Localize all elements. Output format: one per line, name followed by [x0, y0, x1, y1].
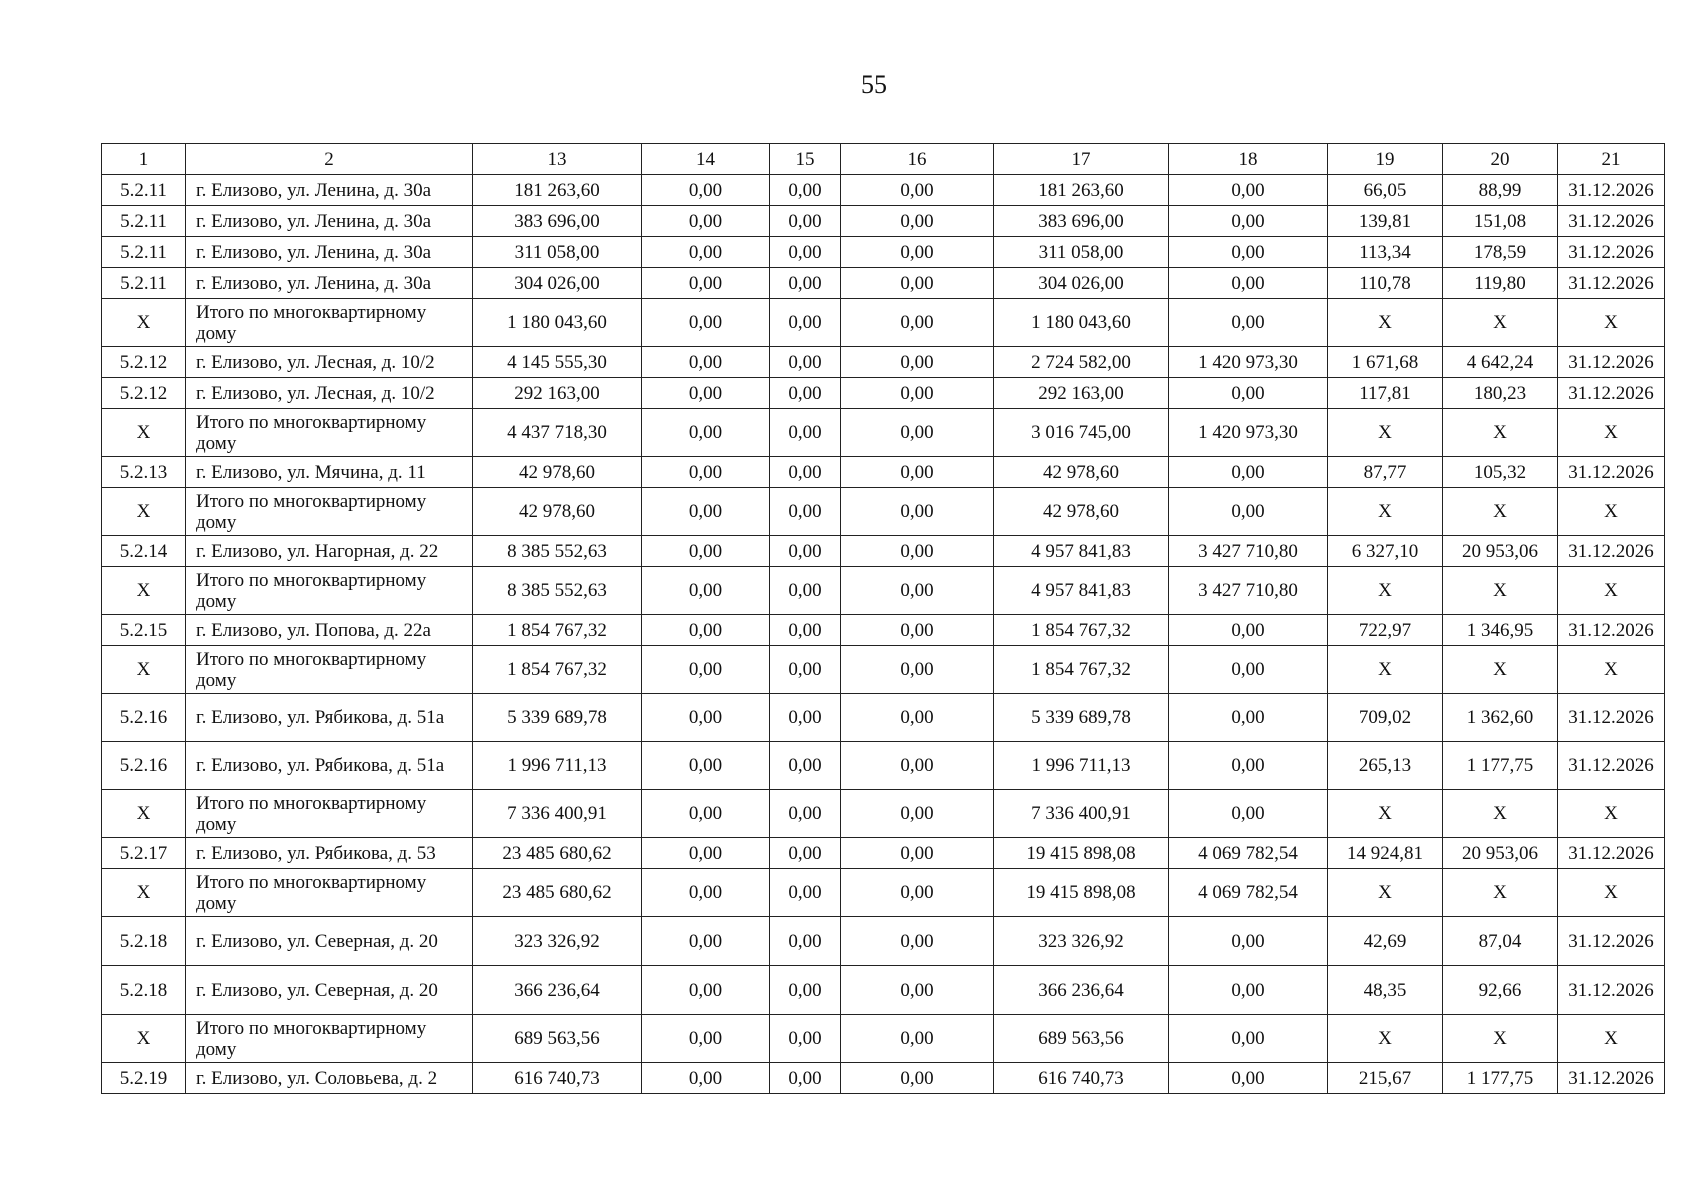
- table-cell: г. Елизово, ул. Попова, д. 22а: [186, 615, 473, 646]
- table-cell: 311 058,00: [994, 237, 1169, 268]
- table-cell: Х: [1443, 488, 1558, 536]
- table-cell: 0,00: [841, 268, 994, 299]
- table-cell: 0,00: [841, 567, 994, 615]
- table-cell: 1 854 767,32: [994, 615, 1169, 646]
- table-cell: Х: [1328, 790, 1443, 838]
- table-cell: 0,00: [642, 457, 770, 488]
- table-cell: 0,00: [770, 917, 841, 966]
- table-cell: 1 420 973,30: [1169, 409, 1328, 457]
- column-header: 2: [186, 144, 473, 175]
- table-row: [102, 206, 1665, 237]
- table-row: [102, 299, 1665, 347]
- table-cell: 304 026,00: [473, 268, 642, 299]
- table-cell: 0,00: [642, 694, 770, 742]
- table-cell: 0,00: [1169, 268, 1328, 299]
- table-cell: Х: [102, 646, 186, 694]
- table-cell: г. Елизово, ул. Лесная, д. 10/2: [186, 378, 473, 409]
- table-cell: 178,59: [1443, 237, 1558, 268]
- table-cell: 42,69: [1328, 917, 1443, 966]
- table-cell: 31.12.2026: [1558, 378, 1665, 409]
- table-cell: 1 854 767,32: [994, 646, 1169, 694]
- table-cell: 0,00: [841, 206, 994, 237]
- table-cell: 92,66: [1443, 966, 1558, 1015]
- table-cell: 31.12.2026: [1558, 917, 1665, 966]
- column-header: 21: [1558, 144, 1665, 175]
- table-cell: 88,99: [1443, 175, 1558, 206]
- table-row: [102, 1015, 1665, 1063]
- table-cell: 0,00: [770, 536, 841, 567]
- table-cell: 0,00: [1169, 1063, 1328, 1094]
- table-cell: 0,00: [1169, 646, 1328, 694]
- table-cell: 4 642,24: [1443, 347, 1558, 378]
- column-header: 14: [642, 144, 770, 175]
- column-header: 18: [1169, 144, 1328, 175]
- table-cell: 0,00: [1169, 299, 1328, 347]
- table-cell: 0,00: [642, 378, 770, 409]
- table-cell: 2 724 582,00: [994, 347, 1169, 378]
- table-cell: Итого по многоквартирному дому: [186, 299, 473, 347]
- table-cell: 722,97: [1328, 615, 1443, 646]
- table-cell: 0,00: [770, 838, 841, 869]
- table-cell: 31.12.2026: [1558, 175, 1665, 206]
- table-cell: 1 346,95: [1443, 615, 1558, 646]
- table-cell: 0,00: [770, 694, 841, 742]
- table-cell: 292 163,00: [994, 378, 1169, 409]
- table-cell: 0,00: [1169, 694, 1328, 742]
- table-cell: 323 326,92: [994, 917, 1169, 966]
- table-cell: 0,00: [770, 488, 841, 536]
- table-cell: 4 069 782,54: [1169, 838, 1328, 869]
- table-cell: 0,00: [642, 237, 770, 268]
- table-cell: 5.2.15: [102, 615, 186, 646]
- table-cell: 0,00: [642, 1015, 770, 1063]
- table-cell: 616 740,73: [994, 1063, 1169, 1094]
- table-cell: 5.2.11: [102, 206, 186, 237]
- table-row: [102, 790, 1665, 838]
- table-cell: 616 740,73: [473, 1063, 642, 1094]
- table-cell: Х: [1443, 299, 1558, 347]
- column-header: 16: [841, 144, 994, 175]
- table-cell: 42 978,60: [994, 457, 1169, 488]
- table-cell: 0,00: [642, 268, 770, 299]
- table-cell: 0,00: [770, 347, 841, 378]
- table-cell: Х: [1443, 567, 1558, 615]
- table-cell: 181 263,60: [994, 175, 1169, 206]
- table-cell: г. Елизово, ул. Ленина, д. 30а: [186, 237, 473, 268]
- table-cell: 0,00: [841, 838, 994, 869]
- table-cell: Х: [102, 409, 186, 457]
- table-cell: Х: [1558, 790, 1665, 838]
- table-cell: 0,00: [1169, 175, 1328, 206]
- table-cell: 110,78: [1328, 268, 1443, 299]
- table-cell: 0,00: [841, 742, 994, 790]
- table-cell: 0,00: [841, 1063, 994, 1094]
- table-row: [102, 347, 1665, 378]
- table-cell: 1 177,75: [1443, 1063, 1558, 1094]
- table-cell: 0,00: [841, 299, 994, 347]
- table-cell: 139,81: [1328, 206, 1443, 237]
- table-cell: 0,00: [770, 646, 841, 694]
- table-row: [102, 1063, 1665, 1094]
- table-cell: 0,00: [642, 838, 770, 869]
- table-cell: 42 978,60: [473, 457, 642, 488]
- table-cell: 31.12.2026: [1558, 615, 1665, 646]
- table-cell: 0,00: [770, 966, 841, 1015]
- table-cell: 31.12.2026: [1558, 742, 1665, 790]
- table-header-row: [102, 144, 1665, 175]
- table-cell: 1 671,68: [1328, 347, 1443, 378]
- column-header: 20: [1443, 144, 1558, 175]
- table-cell: 0,00: [1169, 790, 1328, 838]
- table-cell: 87,77: [1328, 457, 1443, 488]
- table-cell: 709,02: [1328, 694, 1443, 742]
- table-cell: Х: [1443, 646, 1558, 694]
- table-cell: 0,00: [841, 869, 994, 917]
- table-cell: 0,00: [770, 268, 841, 299]
- table-cell: 0,00: [1169, 917, 1328, 966]
- table-cell: 5.2.16: [102, 742, 186, 790]
- table-cell: 4 957 841,83: [994, 536, 1169, 567]
- column-header: 17: [994, 144, 1169, 175]
- table-cell: Итого по многоквартирному дому: [186, 567, 473, 615]
- table-row: [102, 237, 1665, 268]
- table-cell: 689 563,56: [473, 1015, 642, 1063]
- table-cell: Х: [102, 790, 186, 838]
- table-cell: 31.12.2026: [1558, 206, 1665, 237]
- table-row: [102, 268, 1665, 299]
- table-cell: 31.12.2026: [1558, 347, 1665, 378]
- table-cell: 5 339 689,78: [473, 694, 642, 742]
- table-cell: 31.12.2026: [1558, 694, 1665, 742]
- table-cell: г. Елизово, ул. Северная, д. 20: [186, 966, 473, 1015]
- table-cell: 366 236,64: [473, 966, 642, 1015]
- table-cell: 0,00: [642, 917, 770, 966]
- table-cell: 5.2.12: [102, 378, 186, 409]
- column-header: 19: [1328, 144, 1443, 175]
- table-cell: 14 924,81: [1328, 838, 1443, 869]
- table-cell: 1 180 043,60: [473, 299, 642, 347]
- table-cell: 31.12.2026: [1558, 536, 1665, 567]
- table-cell: 0,00: [1169, 206, 1328, 237]
- table-cell: 5.2.12: [102, 347, 186, 378]
- table-cell: 0,00: [642, 742, 770, 790]
- table-cell: 7 336 400,91: [994, 790, 1169, 838]
- table-cell: 0,00: [642, 790, 770, 838]
- table-cell: 5.2.17: [102, 838, 186, 869]
- table-cell: г. Елизово, ул. Рябикова, д. 51а: [186, 694, 473, 742]
- table-cell: 0,00: [770, 567, 841, 615]
- table-cell: 0,00: [770, 457, 841, 488]
- table-cell: 5.2.18: [102, 966, 186, 1015]
- table-cell: 0,00: [642, 1063, 770, 1094]
- table-cell: 5.2.16: [102, 694, 186, 742]
- table-cell: 1 854 767,32: [473, 646, 642, 694]
- table-cell: 292 163,00: [473, 378, 642, 409]
- table-cell: Х: [1558, 1015, 1665, 1063]
- table-cell: Итого по многоквартирному дому: [186, 646, 473, 694]
- table-cell: 1 996 711,13: [473, 742, 642, 790]
- table-row: [102, 409, 1665, 457]
- table-cell: 8 385 552,63: [473, 536, 642, 567]
- table-row: [102, 917, 1665, 966]
- table-cell: Х: [1443, 790, 1558, 838]
- table-cell: 0,00: [841, 790, 994, 838]
- table-cell: 0,00: [1169, 615, 1328, 646]
- table-cell: 66,05: [1328, 175, 1443, 206]
- table-row: [102, 567, 1665, 615]
- table-cell: Х: [102, 299, 186, 347]
- table-cell: 366 236,64: [994, 966, 1169, 1015]
- table-cell: Итого по многоквартирному дому: [186, 409, 473, 457]
- table-cell: 180,23: [1443, 378, 1558, 409]
- table-cell: 383 696,00: [473, 206, 642, 237]
- table-cell: 0,00: [1169, 742, 1328, 790]
- table-cell: 0,00: [1169, 237, 1328, 268]
- table-cell: 0,00: [841, 694, 994, 742]
- table-cell: 48,35: [1328, 966, 1443, 1015]
- table-cell: 0,00: [841, 175, 994, 206]
- table-cell: 23 485 680,62: [473, 869, 642, 917]
- table-cell: 383 696,00: [994, 206, 1169, 237]
- table-cell: г. Елизово, ул. Лесная, д. 10/2: [186, 347, 473, 378]
- table-cell: 4 437 718,30: [473, 409, 642, 457]
- page-number: 55: [861, 70, 887, 99]
- table-cell: 0,00: [770, 299, 841, 347]
- table-cell: 0,00: [770, 1063, 841, 1094]
- table-cell: 0,00: [642, 966, 770, 1015]
- table-cell: 265,13: [1328, 742, 1443, 790]
- column-header: 13: [473, 144, 642, 175]
- table-cell: 31.12.2026: [1558, 838, 1665, 869]
- table-cell: 5.2.14: [102, 536, 186, 567]
- table-cell: 0,00: [642, 567, 770, 615]
- table-cell: 4 957 841,83: [994, 567, 1169, 615]
- table-cell: 42 978,60: [994, 488, 1169, 536]
- table-cell: 1 180 043,60: [994, 299, 1169, 347]
- table-cell: 1 177,75: [1443, 742, 1558, 790]
- table-cell: Х: [1443, 409, 1558, 457]
- table-cell: 181 263,60: [473, 175, 642, 206]
- table-cell: Итого по многоквартирному дому: [186, 1015, 473, 1063]
- table-cell: г. Елизово, ул. Рябикова, д. 51а: [186, 742, 473, 790]
- table-cell: г. Елизово, ул. Северная, д. 20: [186, 917, 473, 966]
- table-cell: 5.2.11: [102, 175, 186, 206]
- table-cell: 19 415 898,08: [994, 869, 1169, 917]
- table-row: [102, 694, 1665, 742]
- table-cell: 0,00: [770, 206, 841, 237]
- table-cell: 42 978,60: [473, 488, 642, 536]
- table-cell: 0,00: [1169, 378, 1328, 409]
- table-cell: 1 420 973,30: [1169, 347, 1328, 378]
- table-cell: Итого по многоквартирному дому: [186, 869, 473, 917]
- table-cell: Х: [1443, 1015, 1558, 1063]
- table-cell: Итого по многоквартирному дому: [186, 488, 473, 536]
- table-cell: 105,32: [1443, 457, 1558, 488]
- table-cell: 0,00: [841, 536, 994, 567]
- table-cell: Х: [1443, 869, 1558, 917]
- table-cell: Х: [1328, 299, 1443, 347]
- table-cell: 0,00: [642, 646, 770, 694]
- table-cell: Х: [1558, 567, 1665, 615]
- table-cell: 31.12.2026: [1558, 268, 1665, 299]
- table-cell: 0,00: [841, 237, 994, 268]
- table-cell: 5.2.11: [102, 268, 186, 299]
- table-cell: 0,00: [1169, 488, 1328, 536]
- table-cell: 5.2.11: [102, 237, 186, 268]
- table-cell: 5 339 689,78: [994, 694, 1169, 742]
- table-cell: 19 415 898,08: [994, 838, 1169, 869]
- table-cell: 31.12.2026: [1558, 1063, 1665, 1094]
- table-cell: г. Елизово, ул. Ленина, д. 30а: [186, 175, 473, 206]
- table-cell: 4 069 782,54: [1169, 869, 1328, 917]
- table-cell: 20 953,06: [1443, 838, 1558, 869]
- table-cell: 31.12.2026: [1558, 966, 1665, 1015]
- table-row: [102, 615, 1665, 646]
- table-cell: 215,67: [1328, 1063, 1443, 1094]
- table-cell: 31.12.2026: [1558, 457, 1665, 488]
- table-cell: Х: [1328, 1015, 1443, 1063]
- table-cell: 311 058,00: [473, 237, 642, 268]
- table-cell: 7 336 400,91: [473, 790, 642, 838]
- table-cell: 20 953,06: [1443, 536, 1558, 567]
- table-cell: Х: [1558, 488, 1665, 536]
- table-cell: 117,81: [1328, 378, 1443, 409]
- table-cell: 0,00: [642, 488, 770, 536]
- table-cell: Итого по многоквартирному дому: [186, 790, 473, 838]
- table-cell: Х: [102, 488, 186, 536]
- table-cell: 31.12.2026: [1558, 237, 1665, 268]
- table-cell: 151,08: [1443, 206, 1558, 237]
- table-cell: Х: [1558, 409, 1665, 457]
- table-cell: 0,00: [642, 536, 770, 567]
- table-cell: 4 145 555,30: [473, 347, 642, 378]
- table-cell: Х: [1328, 488, 1443, 536]
- table-row: [102, 536, 1665, 567]
- table-cell: 0,00: [770, 378, 841, 409]
- table-cell: 0,00: [1169, 966, 1328, 1015]
- table-cell: 689 563,56: [994, 1015, 1169, 1063]
- table-cell: 0,00: [770, 237, 841, 268]
- table-cell: 0,00: [841, 646, 994, 694]
- table-cell: 87,04: [1443, 917, 1558, 966]
- table-row: [102, 488, 1665, 536]
- table-row: [102, 869, 1665, 917]
- table-cell: 0,00: [841, 409, 994, 457]
- table-cell: 5.2.19: [102, 1063, 186, 1094]
- table-cell: 0,00: [770, 175, 841, 206]
- data-table: [101, 143, 1665, 1094]
- table-cell: г. Елизово, ул. Ленина, д. 30а: [186, 206, 473, 237]
- table-row: [102, 966, 1665, 1015]
- table-cell: 0,00: [770, 615, 841, 646]
- table-cell: Х: [1558, 869, 1665, 917]
- table-cell: 119,80: [1443, 268, 1558, 299]
- table-cell: 0,00: [841, 615, 994, 646]
- table-cell: Х: [102, 869, 186, 917]
- table-cell: 0,00: [841, 347, 994, 378]
- table-cell: 0,00: [770, 790, 841, 838]
- table-cell: г. Елизово, ул. Соловьева, д. 2: [186, 1063, 473, 1094]
- table-cell: 0,00: [770, 1015, 841, 1063]
- table-cell: 0,00: [642, 299, 770, 347]
- table-cell: 1 854 767,32: [473, 615, 642, 646]
- table-cell: 0,00: [642, 175, 770, 206]
- table-cell: 3 016 745,00: [994, 409, 1169, 457]
- table-cell: 0,00: [770, 409, 841, 457]
- table-cell: 5.2.13: [102, 457, 186, 488]
- table-cell: Х: [1328, 567, 1443, 615]
- table-cell: 5.2.18: [102, 917, 186, 966]
- table-cell: Х: [1328, 409, 1443, 457]
- table-cell: г. Елизово, ул. Нагорная, д. 22: [186, 536, 473, 567]
- table-cell: 6 327,10: [1328, 536, 1443, 567]
- table-cell: Х: [1328, 869, 1443, 917]
- table-cell: г. Елизово, ул. Ленина, д. 30а: [186, 268, 473, 299]
- table-cell: 8 385 552,63: [473, 567, 642, 615]
- column-header: 15: [770, 144, 841, 175]
- table-cell: 0,00: [642, 869, 770, 917]
- table-cell: Х: [102, 567, 186, 615]
- table-row: [102, 742, 1665, 790]
- table-cell: 0,00: [841, 457, 994, 488]
- table-cell: 0,00: [770, 742, 841, 790]
- table-cell: 304 026,00: [994, 268, 1169, 299]
- table-cell: г. Елизово, ул. Мячина, д. 11: [186, 457, 473, 488]
- table-cell: 113,34: [1328, 237, 1443, 268]
- table-cell: 0,00: [1169, 1015, 1328, 1063]
- table-row: [102, 838, 1665, 869]
- table-row: [102, 646, 1665, 694]
- table-cell: 0,00: [1169, 457, 1328, 488]
- table-cell: 0,00: [841, 378, 994, 409]
- table-cell: 0,00: [841, 917, 994, 966]
- table-cell: 0,00: [770, 869, 841, 917]
- table-cell: 1 362,60: [1443, 694, 1558, 742]
- table-cell: 0,00: [642, 409, 770, 457]
- table-row: [102, 457, 1665, 488]
- table-cell: 0,00: [642, 206, 770, 237]
- table-cell: 3 427 710,80: [1169, 536, 1328, 567]
- table-cell: Х: [1558, 299, 1665, 347]
- table-cell: 0,00: [841, 488, 994, 536]
- table-cell: 1 996 711,13: [994, 742, 1169, 790]
- table-row: [102, 175, 1665, 206]
- table-cell: Х: [1328, 646, 1443, 694]
- table-cell: 23 485 680,62: [473, 838, 642, 869]
- table-cell: 0,00: [642, 347, 770, 378]
- table-cell: Х: [102, 1015, 186, 1063]
- table-cell: 0,00: [642, 615, 770, 646]
- table-cell: 3 427 710,80: [1169, 567, 1328, 615]
- table-cell: 323 326,92: [473, 917, 642, 966]
- table-cell: Х: [1558, 646, 1665, 694]
- table-cell: 0,00: [841, 1015, 994, 1063]
- table-row: [102, 378, 1665, 409]
- table-cell: 0,00: [841, 966, 994, 1015]
- column-header: 1: [102, 144, 186, 175]
- table-cell: г. Елизово, ул. Рябикова, д. 53: [186, 838, 473, 869]
